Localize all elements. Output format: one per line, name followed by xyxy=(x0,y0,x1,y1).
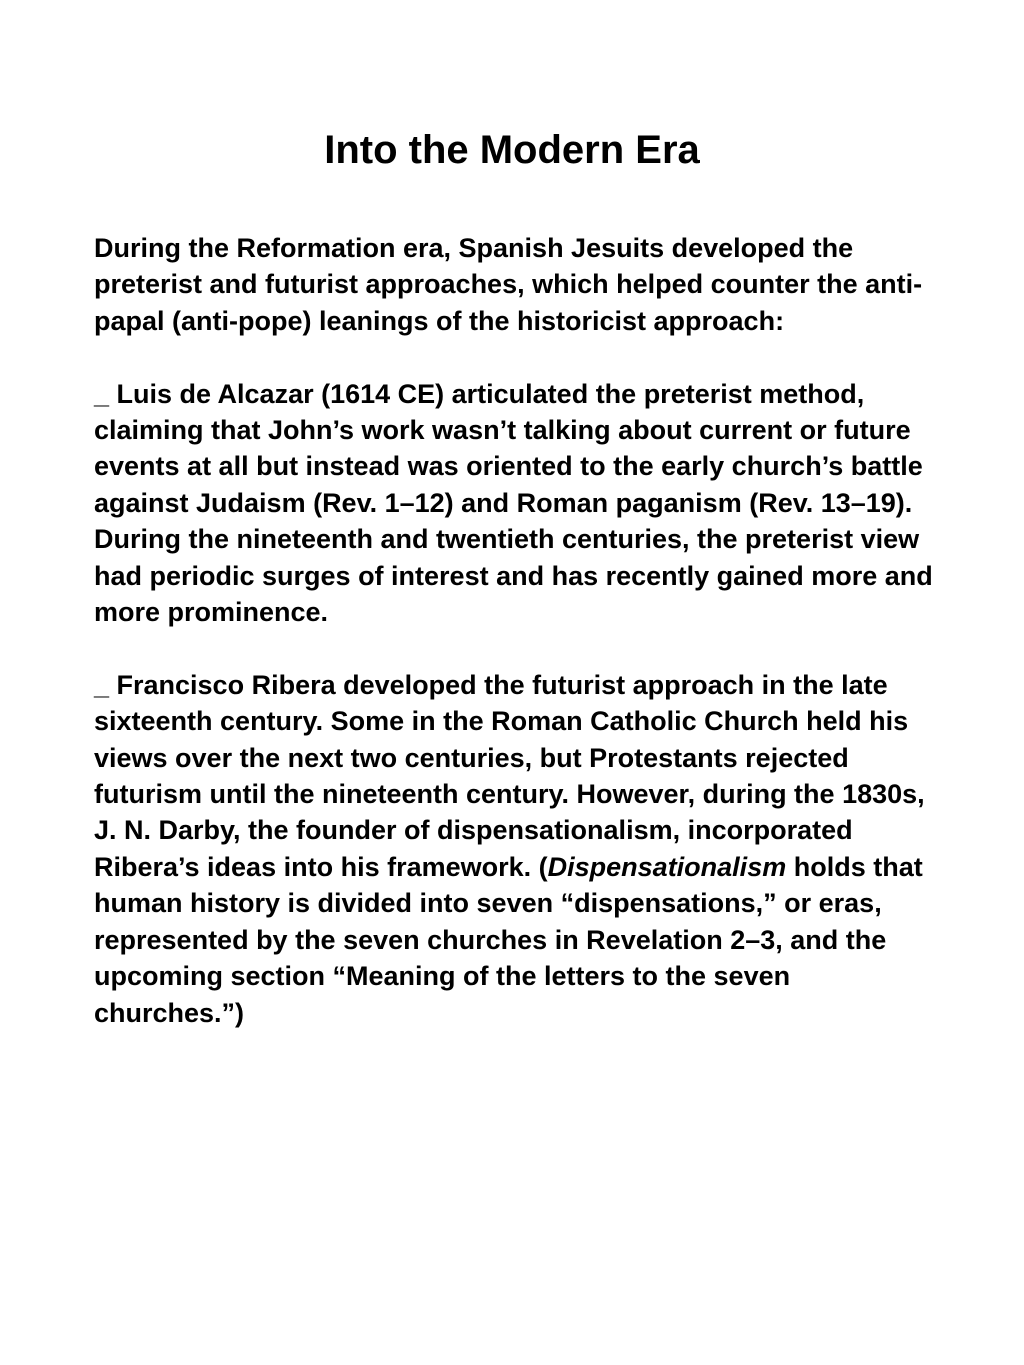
point-ribera-text-before: _ Francisco Ribera developed the futurist approach in the late sixteenth century. Some in the Roman Catholic Church held his views over the next two centuries, but Protestants rejected futurism until the nineteenth century. However, during the 1830s, J. N. Darby, the founder of dispensationalism, incorporated Ribera’s ideas into his framework. ( xyxy=(94,669,925,882)
paragraph-spacer xyxy=(94,630,944,666)
intro-paragraph: During the Reformation era, Spanish Jesuits developed the preterist and futurist approaches, which helped counter the anti-papal (anti-pope) leanings of the historicist approach: xyxy=(94,233,923,336)
slide-title: Into the Modern Era xyxy=(324,128,700,172)
point-ribera-text-after: holds that human history is divided into seven “dispensations,” or eras, represented by the seven churches in Revelation 2–3, and the upcoming section “Meaning of the letters to the seven churches.”) xyxy=(94,851,923,1028)
paragraph-spacer xyxy=(94,339,944,375)
point-alcazar: _ Luis de Alcazar (1614 CE) articulated the preterist method, claiming that John’s work wasn’t talking about current or future events at all but instead was oriented to the early church’s battle against Judaism (Rev. 1–12) and Roman paganism (Rev. 13–19). During the nineteenth and twentieth centuries, the preterist view had periodic surges of interest and has recently gained more and more prominence. xyxy=(94,378,933,628)
point-ribera-italic-term: Dispensationalism xyxy=(547,851,787,882)
slide-body xyxy=(94,230,944,1031)
point-ribera xyxy=(94,667,944,1031)
